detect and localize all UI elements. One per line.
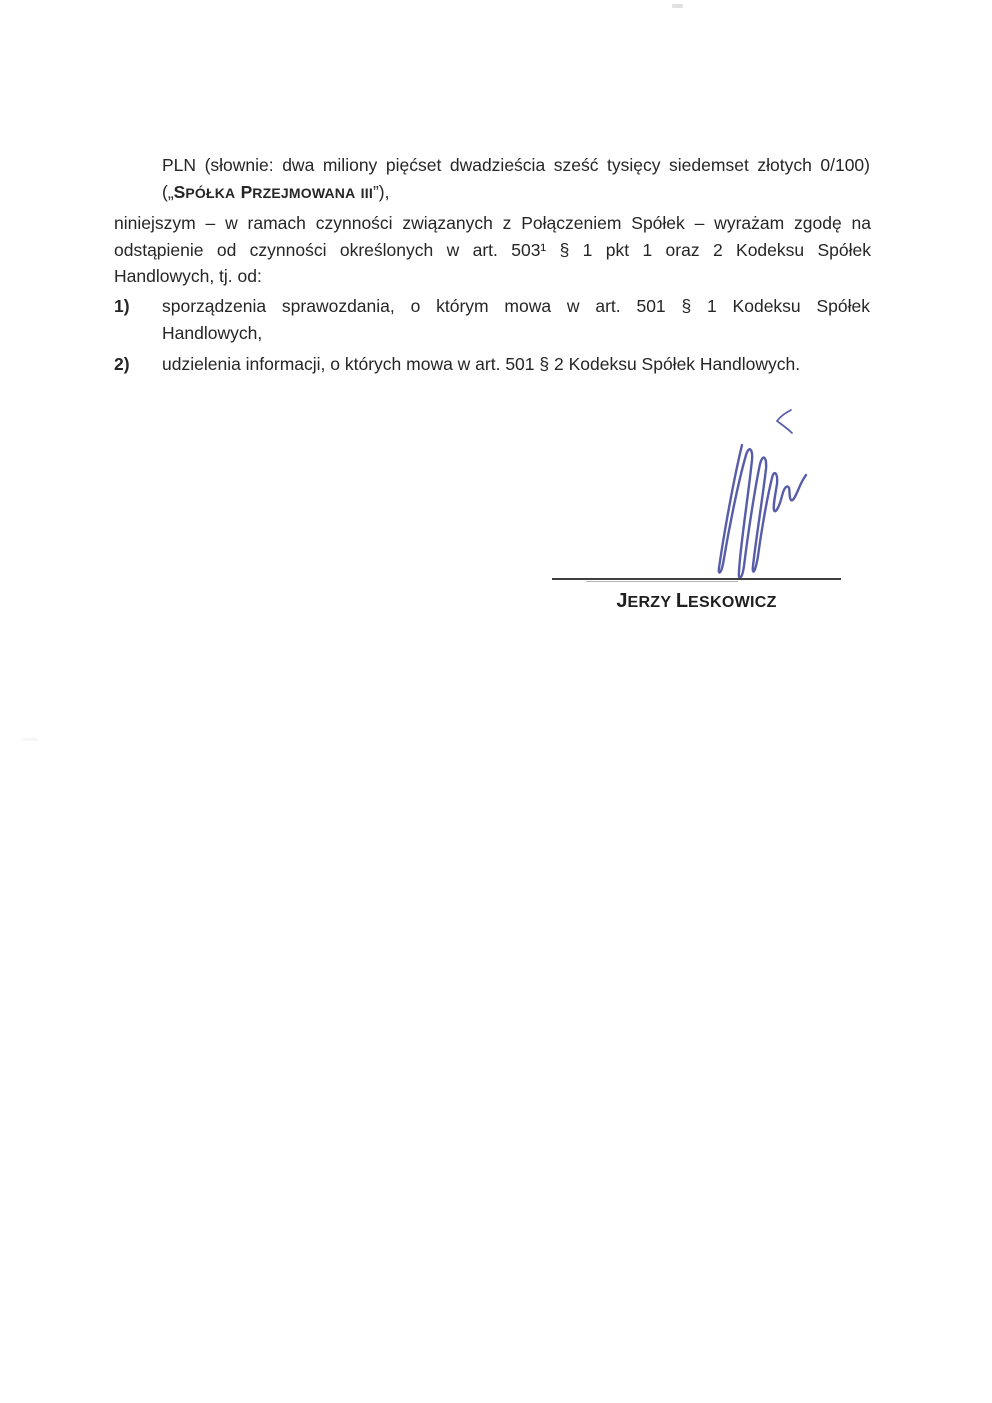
list-item-2-line-1: udzielenia informacji, o których mowa w art. 501 § 2 Kodeksu Spółek Handlowych. [162,354,801,374]
consent-line-2: odstąpienie od czynności określonych w art. 503¹ § 1 pkt 1 oraz 2 Kodeksu Spółek [114,239,871,260]
scan-artifact-left [22,738,38,741]
signatory-last-name: LESKOWICZ [675,590,777,612]
signature-tick-stroke [777,410,792,433]
signature-main-stroke [719,445,806,578]
company-name-word-2: PRZEJMOWANA [240,181,356,202]
list-item-1-line-2: Handlowych, [162,322,263,343]
list-item-1-marker: 1) [114,296,130,316]
consent-line-1: niniejszym – w ramach czynności związanych z Połączeniem Spółek – wyrażam zgodę na [114,213,871,233]
list-item-1-line-1: sporządzenia sprawozdania, o którym mowa w art. 501 § 1 Kodeksu Spółek [162,296,870,316]
signature-line [552,578,841,580]
signatory-name [552,589,841,615]
list-item-2-text [162,351,870,378]
list-item-2-marker: 2) [114,354,130,374]
consent-paragraph [114,210,871,290]
list-item-1-text [162,293,870,346]
company-open-paren: („ [162,181,174,202]
intro-line-1: PLN (słownie: dwa miliony pięćset dwadzieścia sześć tysięcy siedemset złotych 0/100) [162,155,870,175]
scan-artifact-top [672,4,683,8]
intro-paragraph [162,152,870,206]
company-name-word-1: SPÓŁKA [173,181,236,202]
signatory-first-name: JERZY [616,590,672,612]
signature-scribble [688,398,818,593]
signature-line-smudge [586,581,738,582]
consent-line-3: Handlowych, tj. od: [114,266,262,286]
intro-line-2 [162,179,870,207]
company-name-word-3: III [360,184,373,201]
company-close-paren: ”), [372,181,390,202]
